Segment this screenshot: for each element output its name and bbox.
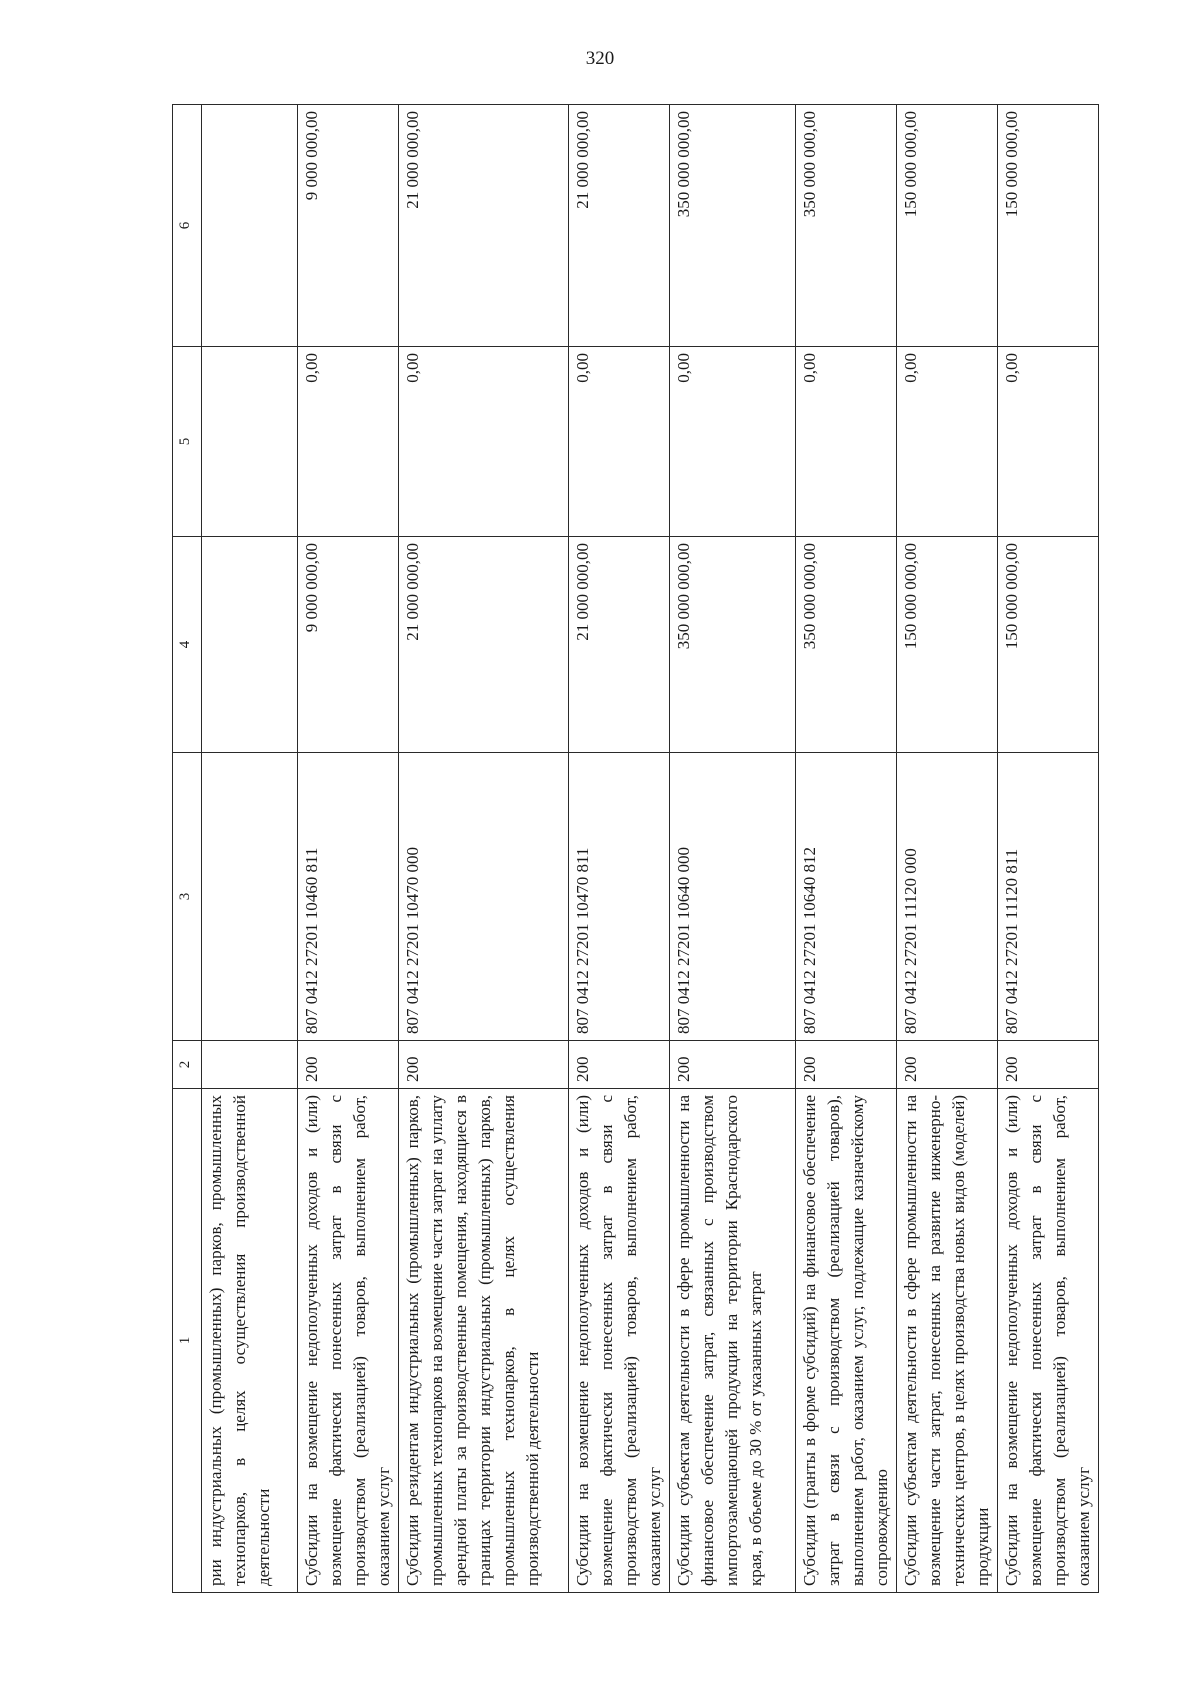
row-code: 807 0412 27201 11120 000 [897, 753, 998, 1041]
table-row [569, 105, 670, 1593]
column-header: 6 [173, 105, 202, 347]
budget-table [172, 104, 1099, 1593]
row-sum-3 [202, 105, 298, 347]
row-code: 807 0412 27201 10460 811 [298, 753, 399, 1041]
row-line: 200 [796, 1041, 897, 1089]
row-sum-3: 21 000 000,00 [569, 105, 670, 347]
row-sum-3: 150 000 000,00 [897, 105, 998, 347]
row-sum-2 [202, 347, 298, 537]
table-row [670, 105, 796, 1593]
row-code: 807 0412 27201 10470 000 [399, 753, 569, 1041]
row-sum-1 [202, 537, 298, 753]
row-sum-2: 0,00 [670, 347, 796, 537]
column-header: 3 [173, 753, 202, 1041]
row-sum-2: 0,00 [897, 347, 998, 537]
column-header: 2 [173, 1041, 202, 1089]
table-row [298, 105, 399, 1593]
row-line: 200 [897, 1041, 998, 1089]
column-header: 1 [173, 1089, 202, 1593]
row-sum-3: 350 000 000,00 [796, 105, 897, 347]
row-name: рии индустриальных (промышленных) парков, промышленных технопарков, в целях осуществления производственной деятельности [202, 1089, 298, 1593]
row-name: Субсидии резидентам индустриальных (промышленных) парков, промышленных технопарков на возмещение части затрат на уплату арендной платы за производственные помещения, находящиеся в границах территории индустриальных (промышленных) парков, промышленных технопарков, в целях осуществления производственной деятельности [399, 1089, 569, 1593]
row-sum-3: 9 000 000,00 [298, 105, 399, 347]
row-code: 807 0412 27201 10470 811 [569, 753, 670, 1041]
table-row [202, 105, 298, 1593]
row-name: Субсидии на возмещение недополученных доходов и (или) возмещение фактически понесенных затрат в связи с производством (реализацией) товаров, выполнением работ, оказанием услуг [298, 1089, 399, 1593]
row-sum-2: 0,00 [399, 347, 569, 537]
row-line: 200 [298, 1041, 399, 1089]
table-row [796, 105, 897, 1593]
row-line: 200 [399, 1041, 569, 1089]
row-sum-1: 150 000 000,00 [897, 537, 998, 753]
row-sum-2: 0,00 [998, 347, 1099, 537]
row-sum-2: 0,00 [796, 347, 897, 537]
column-header: 5 [173, 347, 202, 537]
table-row [998, 105, 1099, 1593]
row-name: Субсидии (гранты в форме субсидий) на финансовое обеспечение затрат в связи с производством (реализацией товаров), выполнением работ, оказанием услуг, подлежащие казначейскому сопровождению [796, 1089, 897, 1593]
column-header: 4 [173, 537, 202, 753]
row-name: Субсидии на возмещение недополученных доходов и (или) возмещение фактически понесенных затрат в связи с производством (реализацией) товаров, выполнением работ, оказанием услуг [998, 1089, 1099, 1593]
row-name: Субсидии субъектам деятельности в сфере промышленности на возмещение части затрат, понесенных на развитие инженерно-технических центров, в целях производства новых видов (моделей) продукции [897, 1089, 998, 1593]
row-sum-1: 21 000 000,00 [569, 537, 670, 753]
row-line [202, 1041, 298, 1089]
row-sum-1: 350 000 000,00 [796, 537, 897, 753]
row-sum-2: 0,00 [298, 347, 399, 537]
row-code [202, 753, 298, 1041]
header-row [173, 105, 202, 1593]
row-sum-3: 150 000 000,00 [998, 105, 1099, 347]
table-row [399, 105, 569, 1593]
row-sum-1: 150 000 000,00 [998, 537, 1099, 753]
row-line: 200 [998, 1041, 1099, 1089]
table-row [897, 105, 998, 1593]
rotated-table-container [172, 105, 1102, 1593]
row-sum-3: 350 000 000,00 [670, 105, 796, 347]
row-line: 200 [569, 1041, 670, 1089]
row-sum-1: 21 000 000,00 [399, 537, 569, 753]
row-name: Субсидии субъектам деятельности в сфере промышленности на финансовое обеспечение затрат, связанных с производством импортозамещающей продукции на территории Краснодарского края, в объеме до 30 % от указанных затрат [670, 1089, 796, 1593]
page-number: 320 [585, 48, 615, 69]
row-sum-1: 350 000 000,00 [670, 537, 796, 753]
row-code: 807 0412 27201 11120 811 [998, 753, 1099, 1041]
row-line: 200 [670, 1041, 796, 1089]
row-sum-2: 0,00 [569, 347, 670, 537]
row-code: 807 0412 27201 10640 000 [670, 753, 796, 1041]
row-sum-3: 21 000 000,00 [399, 105, 569, 347]
row-sum-1: 9 000 000,00 [298, 537, 399, 753]
row-code: 807 0412 27201 10640 812 [796, 753, 897, 1041]
row-name: Субсидии на возмещение недополученных доходов и (или) возмещение фактически понесенных затрат в связи с производством (реализацией) товаров, выполнением работ, оказанием услуг [569, 1089, 670, 1593]
